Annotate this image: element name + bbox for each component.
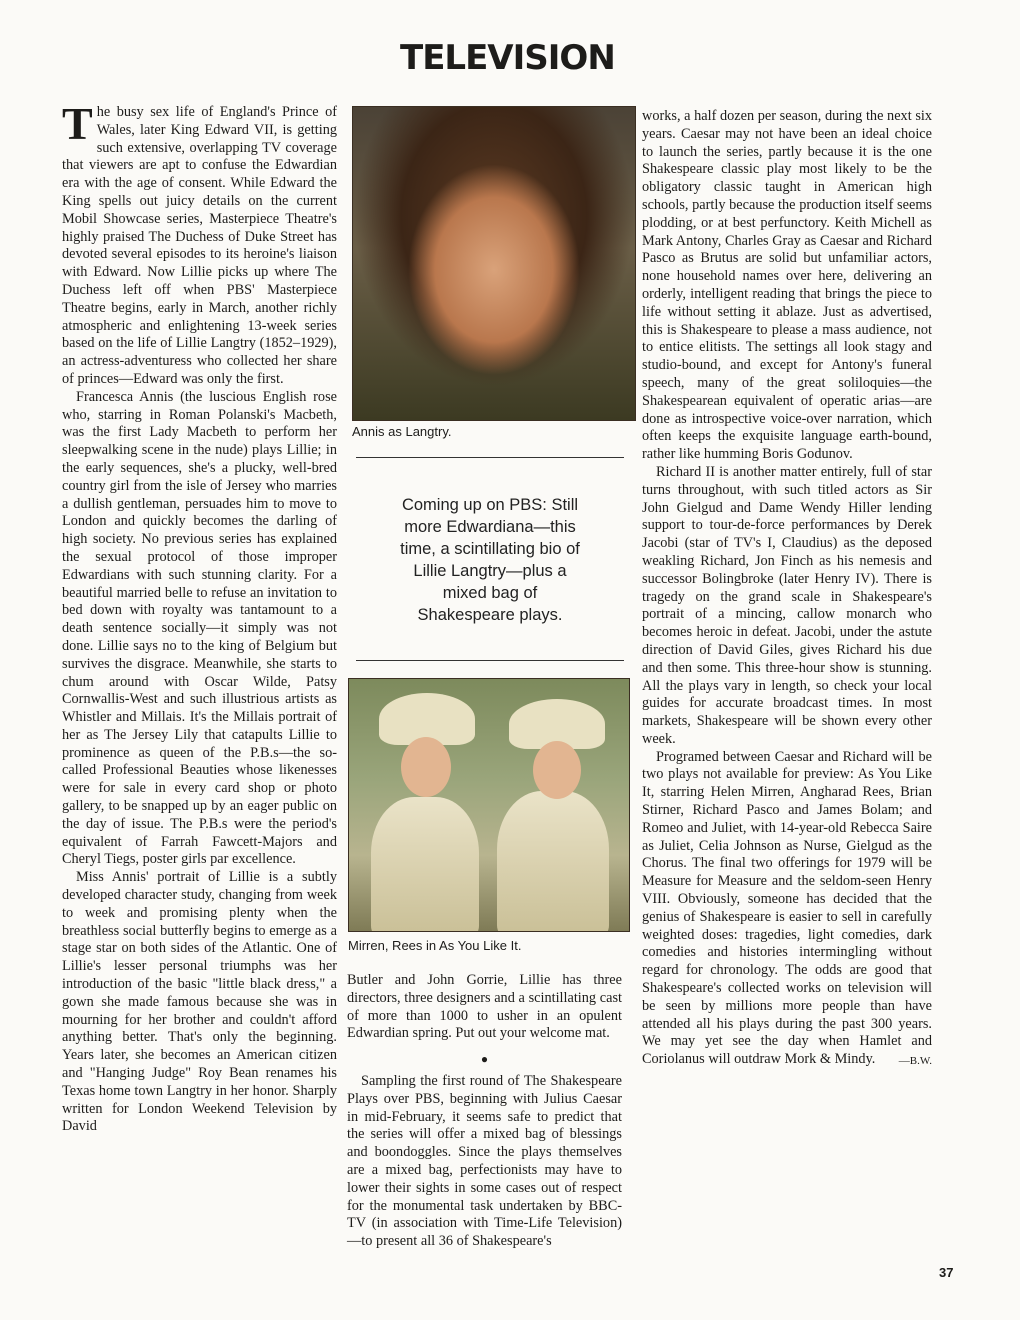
article-paragraph-2: Francesca Annis (the luscious English rose who, starring in Roman Polanski's Macbeth, was the first Lady Macbeth to perform her sleepwalking scene in the nude) plays Lillie; in the early sequences, she's a plucky, well-bred country girl from the isle of Jersey who marries a dullish gentleman, persuades him to move to London and quickly becomes the darling of high society. No previous series has explained the sexual protocol of those improper Edwardians with such stunning clarity. For a beautiful married belle to refuse an invitation to bed down with royalty was tantamount to a death sentence socially—it simply was not done. Lillie says no to the king of Belgium but survives the disgrace. Meanwhile, she starts to chum around with Oscar Wilde, Patsy Cornwallis-West and such illustrious artists as Whistler and Millais. It's the Millais portrait of her as The Jersey Lily that catapults Lillie to prominence as queen of the P.B.s—the so-called Professional Beauties whose likenesses were for sale in every card shop or photo gallery, to be snapped up by an eager public on the day of issue. The P.B.s were the period's equivalent of Farrah Fawcett-Majors and Cheryl Tiegs, poster girls par excellence. [62,388,337,868]
pull-quote: Coming up on PBS: Still more Edwardiana—this time, a scintillating bio of Lillie Langtry—plus a mixed bag of Shakespeare plays. [400,496,580,624]
photo-mirren-rees [348,678,630,932]
divider-rule [356,660,624,661]
article-paragraph-5: Richard II is another matter entirely, full of star turns throughout, with such titled actors as Sir John Gielgud and Dame Wendy Hiller lending support to tour-de-force performances by Derek Jacobi (star of TV's I, Claudius) as the deposed weakling Richard, Jon Finch as his nemesis and successor Bolingbroke (later Henry IV). There is tragedy on the grand scale in Shakespeare's portrait of a mincing, callow monarch who becomes heroic in defeat. Jacobi, under the astute direction of David Giles, gives Richard his due and then some. This three-hour show is stunning. All the plays vary in length, so check your local guides for accurate broadcast times. In most markets, Shakespeare will be shown every other week. [642,463,932,747]
article-paragraph-3: Miss Annis' portrait of Lillie is a subtly developed character study, changing from week to week and promising plenty when the breathless social butterfly begins to emerge as a stage star on both sides of the Atlantic. One of Lillie's lesser personal triumphs was her introduction of the basic "little black dress," a gown she made famous because she was in mourning for her brother and couldn't afford anything better. That's only the beginning. Years later, she becomes an American citizen and "Hanging Judge" Roy Bean renames his Texas home town Langtry in her honor. Sharply written for London Weekend Television by David [62,869,337,1135]
costume-left [371,797,479,932]
article-column-3 [642,108,932,1280]
article-paragraph-6: Programed between Caesar and Richard will be two plays not available for preview: As You Like It, starring Helen Mirren, Angharad Rees, Brian Stirner, Richard Pasco and James Bolam; and Romeo and Juliet, with 14-year-old Rebecca Saire as Juliet, Celia Johnson as Nurse, Gielgud as the Chorus. The final two offerings for 1979 will be Measure for Measure and the seldom-seen Henry VIII. Obviously, someone has decided that the genius of Shakespeare is easier to sell in carefully weighted doses: tragedies, light comedies, dark comedies and histories intermingling without regard for chronology. The odds are good that Shakespeare's collected works on television will be seen by millions more people than have attended all his plays during the past 300 years. We may yet see the day when Hamlet and Coriolanus will outdraw Mork & Mindy. —B.W. [642,749,932,1069]
page-number: 37 [939,1265,954,1280]
section-separator: ● [480,1052,489,1067]
article-column-2 [347,972,622,1272]
costume-right [497,791,609,932]
article-paragraph-4: Sampling the first round of The Shakespeare Plays over PBS, beginning with Julius Caesar in mid-February, it seems safe to predict that the series will offer a mixed bag of blessings and boondoggles. Since the plays themselves are a mixed bag, perfectionists may have to lower their sights in some cases out of respect for the monumental task undertaken by BBC-TV (in association with Time-Life Television)—to present all 36 of Shakespeare's [347,1072,622,1250]
article-paragraph-3-continued: Butler and John Gorrie, Lillie has three directors, three designers and a scintillating cast of more than 1000 to usher in an opulent Edwardian spring. Put out your welcome mat. [347,972,622,1042]
section-title: TELEVISION [400,38,615,78]
photo-caption-2: Mirren, Rees in As You Like It. [348,938,522,953]
divider-rule [356,457,624,458]
article-column-1 [62,98,337,1276]
photo-annis-as-langtry [352,106,636,421]
drop-cap: T [62,98,93,149]
face-left [401,737,451,797]
author-signature: —B.W. [898,1055,932,1068]
article-paragraph-1: The busy sex life of England's Prince of Wales, later King Edward VII, is getting such extensive, overlapping TV coverage that viewers are apt to confuse the Edwardian era with the age of consent. While Edward the King spells out juicy details on the current Mobil Showcase series, Masterpiece Theatre's highly praised The Duchess of Duke Street has devoted several episodes to its heroine's liaison with Edward. Now Lillie picks up where The Duchess left off when PBS' Masterpiece Theatre begins, early in March, another richly atmospheric and enlightening 13-week series based on the life of Lillie Langtry (1852–1929), an actress-adventuress who collected her share of princes—Edward was only the first. [62,98,337,387]
article-paragraph-4-continued: works, a half dozen per season, during the next six years. Caesar may not have been an ideal choice to launch the series, partly because it is the one Shakespeare classic play most likely to be the obligatory classic taught in American high schools, partly because the production itself seems plodding, or at best perfunctory. Keith Michell as Mark Antony, Charles Gray as Caesar and Richard Pasco as Brutus are solid but unfamiliar actors, none household names over here, delivering an orderly, intelligent reading that brings the piece to life without setting it ablaze. Just as advertised, this is Shakespeare to please a mass audience, not to entice elitists. The settings all look stagy and studio-bound, and except for Antony's funeral speech, many of the great soliloquies—the Shakespearean equivalent of operatic arias—are done as introspective voice-over narration, which often keeps the exquisite language earth-bound, rather like humming Boris Godunov. [642,108,932,463]
face-right [533,741,581,799]
photo-caption-1: Annis as Langtry. [352,424,452,439]
